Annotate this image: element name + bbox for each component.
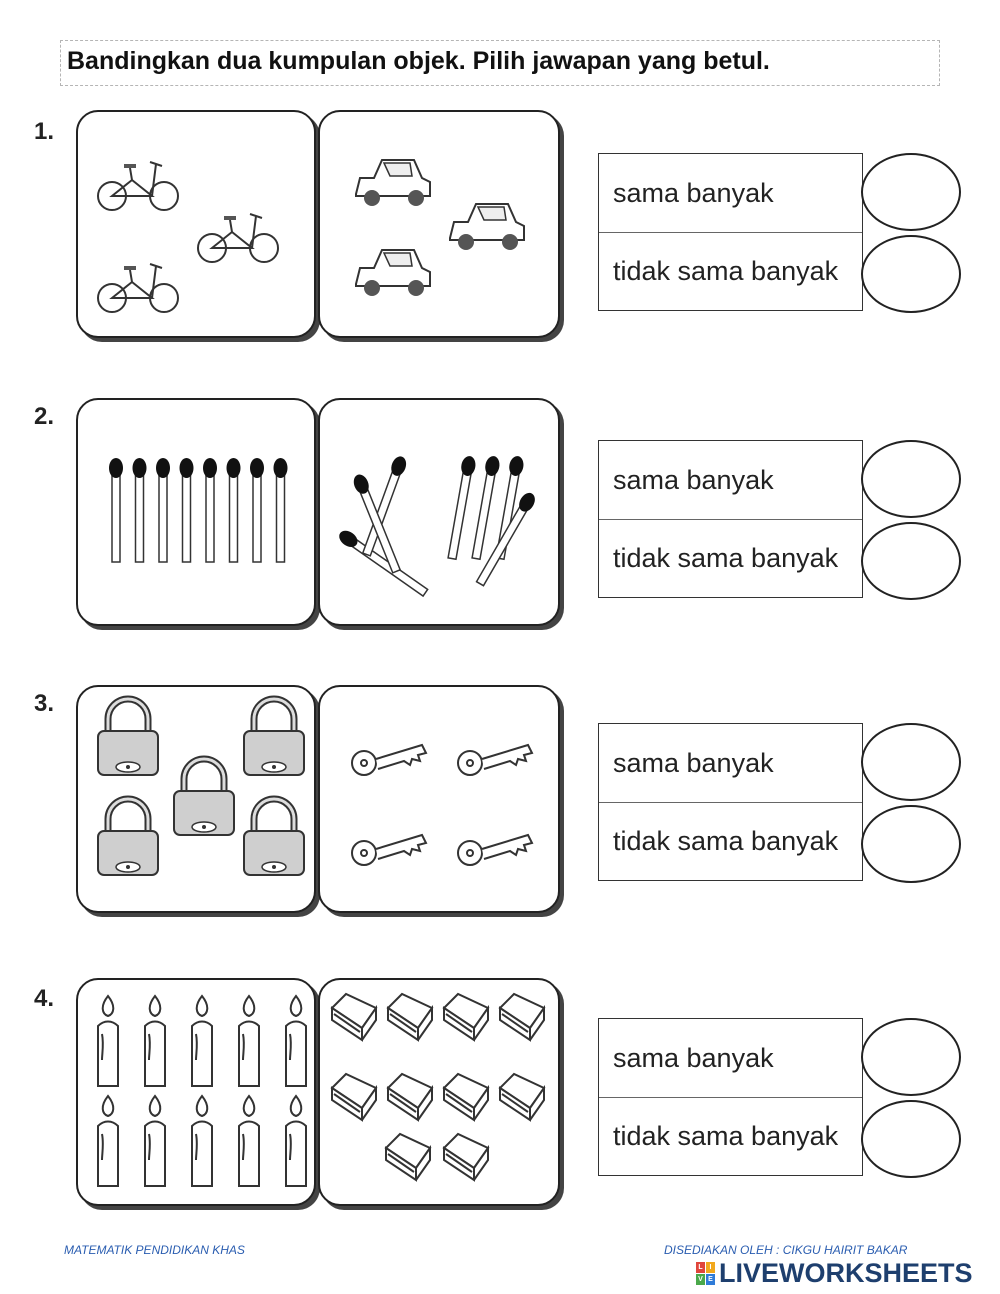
key-icon [352,835,426,865]
cake-slice-icon [386,1134,430,1180]
option-same[interactable]: sama banyak [613,1042,774,1073]
answer-circle-not-same[interactable] [861,522,961,600]
instruction-title: Bandingkan dua kumpulan objek. Pilih jawapan yang betul. [60,40,940,86]
left-group-panel [76,110,316,338]
question-number: 3. [34,690,55,717]
answer-options [598,153,863,311]
bicycle-icon [198,214,278,262]
answer-options [598,1018,863,1176]
key-icon [352,745,426,775]
option-not-same[interactable]: tidak sama banyak [599,802,862,880]
left-group-panel [76,685,316,913]
option-not-same[interactable]: tidak sama banyak [599,519,862,597]
cake-slice-icon [444,1134,488,1180]
matchstick-group [320,400,560,626]
footer-subject: MATEMATIK PENDIDIKAN KHAS [64,1243,245,1257]
candle-icon [98,996,118,1086]
right-group-panel [318,978,560,1206]
matchstick-icon [227,458,241,562]
question-number: 4. [34,985,55,1012]
cake-slice-icon [332,994,376,1040]
key-icon [458,835,532,865]
candle-icon [192,1096,212,1186]
candle-group [78,980,316,1206]
answer-options [598,723,863,881]
key-group [320,687,560,913]
candle-icon [98,1096,118,1186]
right-group-panel [318,110,560,338]
padlock-icon [98,699,158,775]
padlock-icon [174,759,234,835]
key-icon [458,745,532,775]
cake-slice-icon [500,994,544,1040]
candle-icon [286,996,306,1086]
matchstick-icon [203,458,217,562]
padlock-icon [244,799,304,875]
answer-circle-same[interactable] [861,1018,961,1096]
answer-circle-same[interactable] [861,723,961,801]
padlock-group [78,687,316,913]
candle-icon [145,1096,165,1186]
footer-author: DISEDIAKAN OLEH : CIKGU HAIRIT BAKAR [664,1243,908,1257]
matchstick-group [78,400,316,626]
matchstick-icon [180,458,194,562]
answer-circle-same[interactable] [861,440,961,518]
cake-slice-icon [444,994,488,1040]
candle-icon [192,996,212,1086]
cake-slice-icon [388,1074,432,1120]
left-group-panel [76,398,316,626]
matchstick-icon [156,458,170,562]
cake-slice-icon [444,1074,488,1120]
matchstick-icon [274,458,288,562]
option-same[interactable]: sama banyak [613,177,774,208]
answer-circle-same[interactable] [861,153,961,231]
padlock-icon [244,699,304,775]
candle-icon [239,1096,259,1186]
option-same[interactable]: sama banyak [613,464,774,495]
car-group [320,112,560,338]
option-same[interactable]: sama banyak [613,747,774,778]
answer-circle-not-same[interactable] [861,1100,961,1178]
answer-options [598,440,863,598]
answer-circle-not-same[interactable] [861,805,961,883]
matchstick-icon [250,458,264,562]
matchstick-icon [109,458,123,562]
brand-logo-icon: L I V E [696,1262,715,1285]
bicycle-icon [98,264,178,312]
cake-slice-icon [388,994,432,1040]
option-not-same[interactable]: tidak sama banyak [599,1097,862,1175]
right-group-panel [318,685,560,913]
bicycle-group [78,112,316,338]
left-group-panel [76,978,316,1206]
cake-slice-icon [332,1074,376,1120]
brand-text: LIVEWORKSHEETS [719,1258,973,1288]
question-number: 2. [34,403,55,430]
cake-slice-group [320,980,560,1206]
liveworksheets-logo [696,1258,973,1289]
bicycle-icon [98,162,178,210]
car-icon [356,250,430,296]
candle-icon [239,996,259,1086]
candle-icon [286,1096,306,1186]
answer-circle-not-same[interactable] [861,235,961,313]
matchstick-icon [133,458,147,562]
car-icon [356,160,430,206]
matchstick-icon [445,455,477,560]
candle-icon [145,996,165,1086]
option-not-same[interactable]: tidak sama banyak [599,232,862,310]
right-group-panel [318,398,560,626]
cake-slice-icon [500,1074,544,1120]
question-number: 1. [34,118,55,145]
car-icon [450,204,524,250]
padlock-icon [98,799,158,875]
